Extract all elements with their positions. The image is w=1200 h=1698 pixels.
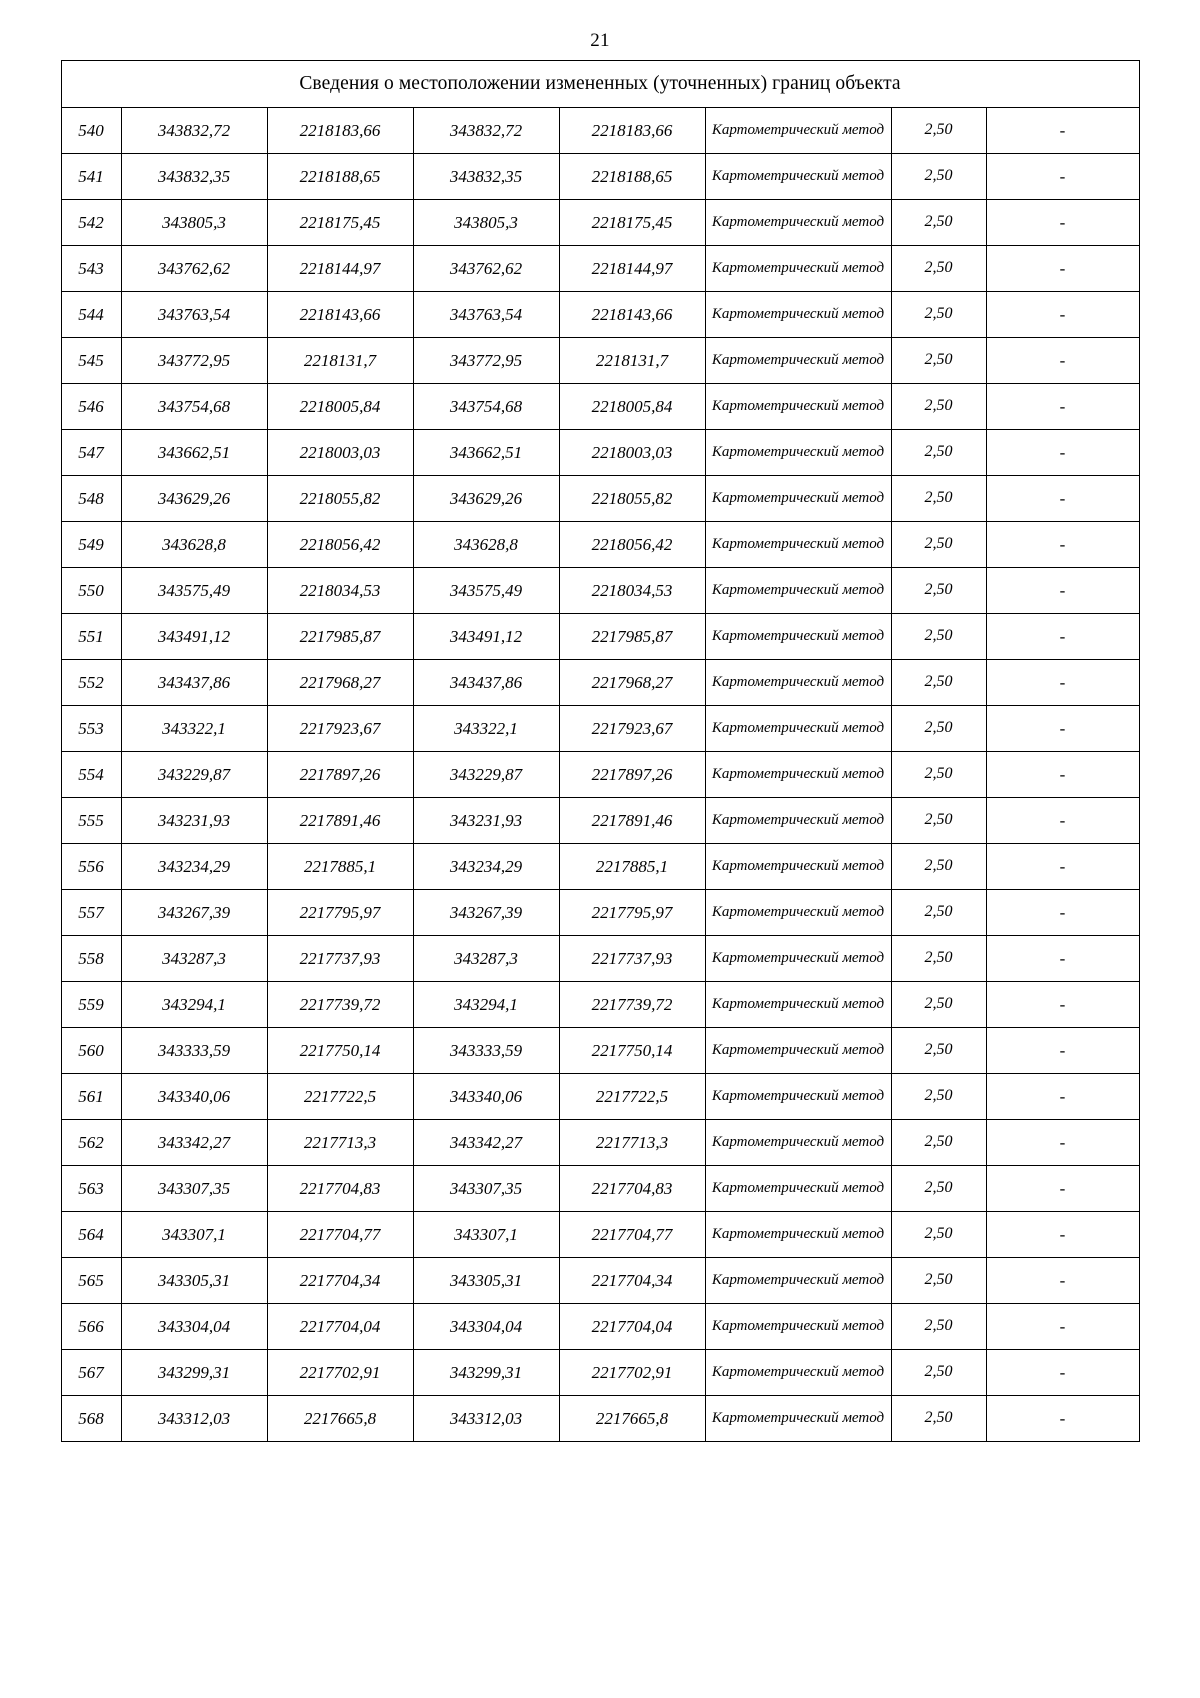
coord-y-existing: 2218005,84 [267, 384, 413, 430]
coord-y-updated: 2217923,67 [559, 706, 705, 752]
table-row [61, 200, 1139, 246]
coord-x-existing: 343772,95 [121, 338, 267, 384]
precision-value: 2,50 [891, 1074, 986, 1120]
coord-x-existing: 343229,87 [121, 752, 267, 798]
precision-value: 2,50 [891, 384, 986, 430]
coord-x-existing: 343832,35 [121, 154, 267, 200]
coord-x-updated: 343805,3 [413, 200, 559, 246]
coord-y-updated: 2217885,1 [559, 844, 705, 890]
precision-value: 2,50 [891, 1212, 986, 1258]
note-value: - [986, 936, 1139, 982]
precision-value: 2,50 [891, 798, 986, 844]
coord-x-updated: 343832,35 [413, 154, 559, 200]
table-row [61, 844, 1139, 890]
coord-x-existing: 343312,03 [121, 1396, 267, 1442]
coord-x-updated: 343575,49 [413, 568, 559, 614]
precision-value: 2,50 [891, 1304, 986, 1350]
coord-x-updated: 343342,27 [413, 1120, 559, 1166]
determination-method: Картометрический метод [705, 614, 891, 660]
determination-method: Картометрический метод [705, 982, 891, 1028]
determination-method: Картометрический метод [705, 890, 891, 936]
determination-method: Картометрический метод [705, 1304, 891, 1350]
table-row [61, 1258, 1139, 1304]
coord-x-updated: 343629,26 [413, 476, 559, 522]
row-number: 548 [61, 476, 121, 522]
coord-x-existing: 343299,31 [121, 1350, 267, 1396]
row-number: 549 [61, 522, 121, 568]
coord-x-updated: 343754,68 [413, 384, 559, 430]
determination-method: Картометрический метод [705, 1350, 891, 1396]
coord-x-existing: 343491,12 [121, 614, 267, 660]
coord-x-existing: 343305,31 [121, 1258, 267, 1304]
note-value: - [986, 660, 1139, 706]
row-number: 558 [61, 936, 121, 982]
determination-method: Картометрический метод [705, 522, 891, 568]
note-value: - [986, 246, 1139, 292]
determination-method: Картометрический метод [705, 338, 891, 384]
coord-y-existing: 2217739,72 [267, 982, 413, 1028]
coord-y-existing: 2218175,45 [267, 200, 413, 246]
coord-y-existing: 2217702,91 [267, 1350, 413, 1396]
coord-y-existing: 2218143,66 [267, 292, 413, 338]
coord-x-existing: 343267,39 [121, 890, 267, 936]
coord-y-existing: 2218056,42 [267, 522, 413, 568]
note-value: - [986, 338, 1139, 384]
coord-y-updated: 2217665,8 [559, 1396, 705, 1442]
coord-x-existing: 343333,59 [121, 1028, 267, 1074]
precision-value: 2,50 [891, 752, 986, 798]
row-number: 543 [61, 246, 121, 292]
precision-value: 2,50 [891, 200, 986, 246]
precision-value: 2,50 [891, 1258, 986, 1304]
note-value: - [986, 1166, 1139, 1212]
table-title-row [61, 61, 1139, 108]
table-row [61, 890, 1139, 936]
determination-method: Картометрический метод [705, 1028, 891, 1074]
table-row [61, 338, 1139, 384]
coord-y-existing: 2218188,65 [267, 154, 413, 200]
coord-x-existing: 343322,1 [121, 706, 267, 752]
determination-method: Картометрический метод [705, 1120, 891, 1166]
note-value: - [986, 1304, 1139, 1350]
precision-value: 2,50 [891, 936, 986, 982]
row-number: 541 [61, 154, 121, 200]
note-value: - [986, 614, 1139, 660]
coord-y-updated: 2218034,53 [559, 568, 705, 614]
row-number: 546 [61, 384, 121, 430]
determination-method: Картометрический метод [705, 476, 891, 522]
coord-x-updated: 343267,39 [413, 890, 559, 936]
coord-y-updated: 2218188,65 [559, 154, 705, 200]
coord-x-existing: 343307,35 [121, 1166, 267, 1212]
table-row [61, 982, 1139, 1028]
note-value: - [986, 108, 1139, 154]
coord-x-existing: 343342,27 [121, 1120, 267, 1166]
row-number: 559 [61, 982, 121, 1028]
row-number: 557 [61, 890, 121, 936]
coord-y-updated: 2218183,66 [559, 108, 705, 154]
coord-x-updated: 343234,29 [413, 844, 559, 890]
table-row [61, 1028, 1139, 1074]
coord-x-updated: 343287,3 [413, 936, 559, 982]
table-row [61, 1074, 1139, 1120]
determination-method: Картометрический метод [705, 660, 891, 706]
coord-y-updated: 2217704,04 [559, 1304, 705, 1350]
coord-x-existing: 343754,68 [121, 384, 267, 430]
coord-x-updated: 343305,31 [413, 1258, 559, 1304]
row-number: 550 [61, 568, 121, 614]
table-row [61, 1396, 1139, 1442]
determination-method: Картометрический метод [705, 384, 891, 430]
note-value: - [986, 1028, 1139, 1074]
coord-y-existing: 2217885,1 [267, 844, 413, 890]
precision-value: 2,50 [891, 1166, 986, 1212]
precision-value: 2,50 [891, 1350, 986, 1396]
note-value: - [986, 706, 1139, 752]
coord-y-updated: 2217704,83 [559, 1166, 705, 1212]
table-row [61, 522, 1139, 568]
coord-y-existing: 2218183,66 [267, 108, 413, 154]
coord-x-updated: 343340,06 [413, 1074, 559, 1120]
row-number: 542 [61, 200, 121, 246]
coord-x-existing: 343575,49 [121, 568, 267, 614]
coord-y-updated: 2218175,45 [559, 200, 705, 246]
row-number: 556 [61, 844, 121, 890]
coord-x-existing: 343287,3 [121, 936, 267, 982]
coord-y-existing: 2217665,8 [267, 1396, 413, 1442]
coord-x-updated: 343333,59 [413, 1028, 559, 1074]
table-body [61, 108, 1139, 1442]
table-row [61, 1304, 1139, 1350]
coord-y-existing: 2217968,27 [267, 660, 413, 706]
coord-y-updated: 2217750,14 [559, 1028, 705, 1074]
note-value: - [986, 522, 1139, 568]
coord-y-existing: 2217722,5 [267, 1074, 413, 1120]
note-value: - [986, 982, 1139, 1028]
note-value: - [986, 1350, 1139, 1396]
coord-x-updated: 343304,04 [413, 1304, 559, 1350]
determination-method: Картометрический метод [705, 798, 891, 844]
precision-value: 2,50 [891, 1028, 986, 1074]
table-row [61, 292, 1139, 338]
coord-y-updated: 2217795,97 [559, 890, 705, 936]
coord-y-updated: 2217713,3 [559, 1120, 705, 1166]
coord-y-updated: 2218144,97 [559, 246, 705, 292]
coord-y-existing: 2217713,3 [267, 1120, 413, 1166]
table-row [61, 384, 1139, 430]
coordinates-table [61, 60, 1140, 1442]
coord-y-updated: 2217737,93 [559, 936, 705, 982]
coord-y-existing: 2217737,93 [267, 936, 413, 982]
coord-y-existing: 2217891,46 [267, 798, 413, 844]
table-row [61, 108, 1139, 154]
note-value: - [986, 430, 1139, 476]
note-value: - [986, 384, 1139, 430]
determination-method: Картометрический метод [705, 752, 891, 798]
row-number: 568 [61, 1396, 121, 1442]
coord-x-updated: 343307,35 [413, 1166, 559, 1212]
table-row [61, 430, 1139, 476]
coord-y-updated: 2217739,72 [559, 982, 705, 1028]
determination-method: Картометрический метод [705, 430, 891, 476]
coord-x-updated: 343322,1 [413, 706, 559, 752]
coord-y-existing: 2217923,67 [267, 706, 413, 752]
coord-y-updated: 2217897,26 [559, 752, 705, 798]
precision-value: 2,50 [891, 476, 986, 522]
row-number: 563 [61, 1166, 121, 1212]
determination-method: Картометрический метод [705, 292, 891, 338]
row-number: 555 [61, 798, 121, 844]
precision-value: 2,50 [891, 890, 986, 936]
note-value: - [986, 476, 1139, 522]
precision-value: 2,50 [891, 338, 986, 384]
table-row [61, 798, 1139, 844]
note-value: - [986, 1212, 1139, 1258]
precision-value: 2,50 [891, 1396, 986, 1442]
row-number: 544 [61, 292, 121, 338]
coord-y-updated: 2218131,7 [559, 338, 705, 384]
precision-value: 2,50 [891, 568, 986, 614]
coord-x-updated: 343299,31 [413, 1350, 559, 1396]
coord-y-existing: 2218144,97 [267, 246, 413, 292]
coord-y-updated: 2218143,66 [559, 292, 705, 338]
coord-x-updated: 343772,95 [413, 338, 559, 384]
determination-method: Картометрический метод [705, 706, 891, 752]
coord-y-updated: 2217704,34 [559, 1258, 705, 1304]
determination-method: Картометрический метод [705, 1212, 891, 1258]
coord-y-updated: 2218055,82 [559, 476, 705, 522]
note-value: - [986, 1396, 1139, 1442]
precision-value: 2,50 [891, 154, 986, 200]
row-number: 560 [61, 1028, 121, 1074]
row-number: 567 [61, 1350, 121, 1396]
row-number: 566 [61, 1304, 121, 1350]
coord-y-updated: 2217891,46 [559, 798, 705, 844]
coord-y-existing: 2218131,7 [267, 338, 413, 384]
table-row [61, 752, 1139, 798]
determination-method: Картометрический метод [705, 568, 891, 614]
coord-y-existing: 2217704,83 [267, 1166, 413, 1212]
row-number: 565 [61, 1258, 121, 1304]
note-value: - [986, 568, 1139, 614]
coord-x-existing: 343294,1 [121, 982, 267, 1028]
table-row [61, 246, 1139, 292]
coord-x-updated: 343628,8 [413, 522, 559, 568]
coord-x-existing: 343340,06 [121, 1074, 267, 1120]
precision-value: 2,50 [891, 844, 986, 890]
determination-method: Картометрический метод [705, 1258, 891, 1304]
page-number: 21 [590, 30, 610, 51]
coord-x-updated: 343491,12 [413, 614, 559, 660]
precision-value: 2,50 [891, 982, 986, 1028]
table-row [61, 568, 1139, 614]
row-number: 564 [61, 1212, 121, 1258]
determination-method: Картометрический метод [705, 936, 891, 982]
coord-x-existing: 343304,04 [121, 1304, 267, 1350]
precision-value: 2,50 [891, 706, 986, 752]
coord-x-existing: 343832,72 [121, 108, 267, 154]
coord-x-updated: 343662,51 [413, 430, 559, 476]
coord-y-updated: 2218005,84 [559, 384, 705, 430]
table-row [61, 1350, 1139, 1396]
note-value: - [986, 154, 1139, 200]
determination-method: Картометрический метод [705, 154, 891, 200]
determination-method: Картометрический метод [705, 1166, 891, 1212]
table-row [61, 936, 1139, 982]
determination-method: Картометрический метод [705, 1074, 891, 1120]
coord-x-existing: 343805,3 [121, 200, 267, 246]
row-number: 551 [61, 614, 121, 660]
table-row [61, 1212, 1139, 1258]
determination-method: Картометрический метод [705, 844, 891, 890]
precision-value: 2,50 [891, 292, 986, 338]
table-row [61, 706, 1139, 752]
table-row [61, 154, 1139, 200]
note-value: - [986, 752, 1139, 798]
coord-x-updated: 343294,1 [413, 982, 559, 1028]
determination-method: Картометрический метод [705, 200, 891, 246]
row-number: 547 [61, 430, 121, 476]
coord-x-existing: 343437,86 [121, 660, 267, 706]
coord-x-existing: 343662,51 [121, 430, 267, 476]
coord-y-updated: 2217702,91 [559, 1350, 705, 1396]
precision-value: 2,50 [891, 522, 986, 568]
coord-y-existing: 2218055,82 [267, 476, 413, 522]
table-row [61, 476, 1139, 522]
coord-x-existing: 343762,62 [121, 246, 267, 292]
coord-y-existing: 2218003,03 [267, 430, 413, 476]
coord-x-existing: 343629,26 [121, 476, 267, 522]
coord-x-updated: 343437,86 [413, 660, 559, 706]
table-row [61, 1166, 1139, 1212]
table-row [61, 1120, 1139, 1166]
note-value: - [986, 890, 1139, 936]
coord-x-existing: 343231,93 [121, 798, 267, 844]
precision-value: 2,50 [891, 108, 986, 154]
precision-value: 2,50 [891, 614, 986, 660]
determination-method: Картометрический метод [705, 108, 891, 154]
coord-y-existing: 2217985,87 [267, 614, 413, 660]
coord-x-updated: 343229,87 [413, 752, 559, 798]
coord-y-existing: 2217704,34 [267, 1258, 413, 1304]
coord-y-existing: 2217897,26 [267, 752, 413, 798]
row-number: 552 [61, 660, 121, 706]
row-number: 545 [61, 338, 121, 384]
note-value: - [986, 292, 1139, 338]
table-title: Сведения о местоположении измененных (уточненных) границ объекта [61, 61, 1139, 108]
coord-y-existing: 2218034,53 [267, 568, 413, 614]
coord-y-updated: 2217985,87 [559, 614, 705, 660]
row-number: 554 [61, 752, 121, 798]
coord-y-updated: 2217722,5 [559, 1074, 705, 1120]
table-row [61, 660, 1139, 706]
table-row [61, 614, 1139, 660]
precision-value: 2,50 [891, 1120, 986, 1166]
coord-x-updated: 343763,54 [413, 292, 559, 338]
coord-x-updated: 343307,1 [413, 1212, 559, 1258]
coord-x-updated: 343832,72 [413, 108, 559, 154]
note-value: - [986, 200, 1139, 246]
note-value: - [986, 798, 1139, 844]
coord-x-updated: 343231,93 [413, 798, 559, 844]
note-value: - [986, 844, 1139, 890]
coord-y-updated: 2218003,03 [559, 430, 705, 476]
precision-value: 2,50 [891, 430, 986, 476]
determination-method: Картометрический метод [705, 1396, 891, 1442]
coord-y-updated: 2217704,77 [559, 1212, 705, 1258]
precision-value: 2,50 [891, 660, 986, 706]
determination-method: Картометрический метод [705, 246, 891, 292]
coord-x-existing: 343763,54 [121, 292, 267, 338]
row-number: 562 [61, 1120, 121, 1166]
row-number: 553 [61, 706, 121, 752]
coord-y-updated: 2218056,42 [559, 522, 705, 568]
coord-y-existing: 2217704,04 [267, 1304, 413, 1350]
row-number: 540 [61, 108, 121, 154]
coord-y-existing: 2217795,97 [267, 890, 413, 936]
row-number: 561 [61, 1074, 121, 1120]
note-value: - [986, 1258, 1139, 1304]
coord-x-updated: 343312,03 [413, 1396, 559, 1442]
note-value: - [986, 1120, 1139, 1166]
coord-x-existing: 343307,1 [121, 1212, 267, 1258]
coord-y-existing: 2217704,77 [267, 1212, 413, 1258]
coord-y-existing: 2217750,14 [267, 1028, 413, 1074]
precision-value: 2,50 [891, 246, 986, 292]
note-value: - [986, 1074, 1139, 1120]
coord-x-existing: 343628,8 [121, 522, 267, 568]
coord-y-updated: 2217968,27 [559, 660, 705, 706]
coord-x-existing: 343234,29 [121, 844, 267, 890]
coord-x-updated: 343762,62 [413, 246, 559, 292]
